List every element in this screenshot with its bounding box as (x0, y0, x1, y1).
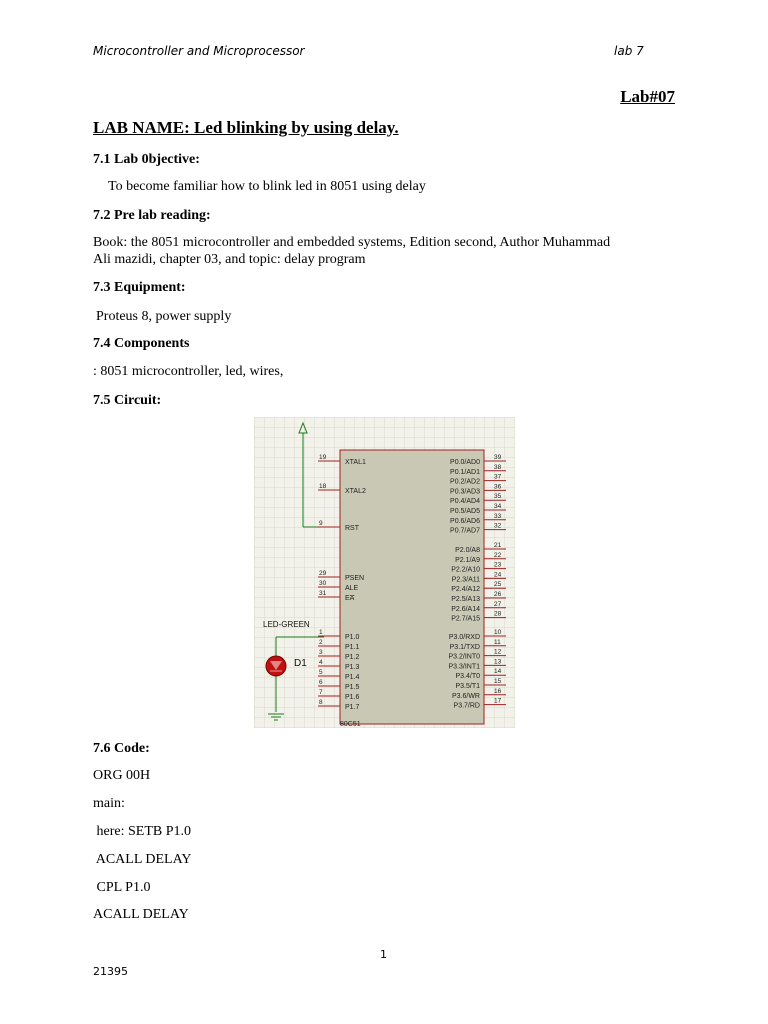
pin-name: P1.2 (345, 654, 360, 661)
pin-number: 22 (494, 551, 502, 559)
pin-number: 3 (319, 649, 323, 656)
page-number: 1 (380, 948, 387, 961)
pin-name: P1.5 (345, 684, 360, 691)
header-course-title: Microcontroller and Microprocessor (93, 44, 305, 58)
pin-number: 38 (494, 463, 502, 471)
pin-name: P2.1/A9 (455, 556, 480, 564)
pin-number: 12 (494, 648, 502, 656)
code-line-6: ACALL DELAY (93, 907, 189, 922)
pin-number: 14 (494, 668, 502, 676)
components-heading: 7.4 Components (93, 336, 190, 351)
pin-name: RST (345, 525, 359, 532)
pin-number: 9 (319, 520, 323, 527)
pin-name: P3.3/INT1 (448, 663, 480, 671)
pin-name: P0.4/AD4 (450, 498, 480, 506)
pin-name: PSEN (345, 575, 365, 582)
pin-number: 5 (319, 669, 323, 676)
pin-number: 27 (494, 600, 502, 608)
pin-number: 29 (319, 570, 327, 577)
pin-number: 23 (494, 561, 502, 569)
prelab-text-line1: Book: the 8051 microcontroller and embedded systems, Edition second, Author Muhammad (93, 235, 611, 250)
pin-name: P2.3/A11 (451, 576, 480, 584)
code-line-5: CPL P1.0 (93, 880, 151, 895)
pin-number: 33 (494, 512, 502, 520)
led-d1-icon (266, 656, 286, 676)
pin-name: P1.0 (345, 634, 360, 641)
pin-number: 24 (494, 571, 502, 579)
pin-number: 32 (494, 522, 502, 530)
led-label: LED-GREEN (263, 620, 310, 629)
pin-name: P2.7/A15 (451, 615, 480, 623)
equipment-text: Proteus 8, power supply (96, 309, 232, 324)
pin-number: 37 (494, 473, 502, 481)
code-line-3: here: SETB P1.0 (93, 824, 191, 839)
pin-number: 6 (319, 679, 323, 686)
pin-number: 36 (494, 483, 502, 491)
circuit-schematic (254, 417, 515, 728)
pin-number: 25 (494, 581, 502, 589)
pin-name: EA (345, 595, 355, 602)
pin-number: 4 (319, 659, 323, 666)
prelab-heading: 7.2 Pre lab reading: (93, 208, 211, 223)
components-text: : 8051 microcontroller, led, wires, (93, 364, 284, 379)
pin-name: XTAL1 (345, 459, 366, 466)
pin-number: 10 (494, 629, 502, 636)
led-ref: D1 (294, 658, 307, 669)
pin-name: P0.1/AD1 (450, 468, 480, 476)
objective-heading: 7.1 Lab 0bjective: (93, 152, 200, 167)
pin-name: P1.6 (345, 694, 360, 701)
equipment-heading: 7.3 Equipment: (93, 280, 186, 295)
pin-number: 8 (319, 699, 323, 706)
pin-number: 30 (319, 580, 327, 587)
pin-number: 39 (494, 454, 502, 461)
pin-name: P1.1 (345, 644, 360, 651)
pin-name: P2.0/A8 (455, 547, 480, 554)
chip-name: 80C51 (340, 721, 361, 728)
pin-number: 16 (494, 687, 502, 695)
pin-number: 17 (494, 697, 502, 705)
pin-name: XTAL2 (345, 488, 366, 495)
code-line-4: ACALL DELAY (93, 852, 192, 867)
code-line-2: main: (93, 796, 125, 811)
pin-number: 7 (319, 689, 323, 696)
pin-number: 28 (494, 610, 502, 618)
pin-name: P3.2/INT0 (448, 653, 480, 661)
pin-name: P3.5/T1 (455, 683, 480, 690)
header-lab-label: lab 7 (614, 44, 644, 58)
pin-name: P1.7 (345, 704, 360, 711)
footer-id: 21395 (93, 965, 128, 978)
pin-number: 26 (494, 591, 502, 598)
pin-name: P0.5/AD5 (450, 508, 480, 515)
pin-name: P0.3/AD3 (450, 488, 480, 496)
lab-name-heading: LAB NAME: Led blinking by using delay. (93, 118, 399, 137)
pin-number: 34 (494, 503, 502, 510)
pin-name: P3.1/TXD (449, 643, 480, 651)
prelab-text-line2: Ali mazidi, chapter 03, and topic: delay program (93, 252, 366, 267)
pin-name: P0.2/AD2 (450, 478, 480, 486)
code-heading: 7.6 Code: (93, 741, 150, 756)
pin-number: 31 (319, 590, 327, 597)
pin-number: 19 (319, 454, 327, 461)
pin-name: P0.0/AD0 (450, 459, 480, 466)
pin-name: P3.7/RD (453, 702, 480, 710)
pin-number: 1 (319, 629, 323, 636)
objective-text: To become familiar how to blink led in 8051 using delay (108, 179, 426, 194)
pin-name: P0.6/AD6 (450, 517, 480, 525)
code-line-1: ORG 00H (93, 768, 151, 783)
pin-number: 13 (494, 658, 502, 666)
pin-name: P3.6/WR (451, 692, 480, 700)
pin-name: P2.6/A14 (451, 605, 480, 613)
pin-number: 35 (494, 493, 502, 501)
circuit-heading: 7.5 Circuit: (93, 393, 162, 408)
pin-number: 11 (494, 638, 501, 646)
pin-number: 18 (319, 483, 327, 490)
pin-name: P1.3 (345, 664, 360, 671)
pin-number: 21 (494, 542, 502, 549)
pin-name: P2.2/A10 (451, 566, 480, 574)
pin-name: P2.5/A13 (451, 596, 480, 603)
pin-number: 2 (319, 639, 323, 646)
pin-name: P2.4/A12 (451, 586, 480, 594)
lab-number: Lab#07 (620, 87, 675, 106)
pin-number: 15 (494, 678, 502, 685)
pin-name: ALE (345, 585, 359, 592)
pin-name: P0.7/AD7 (450, 527, 480, 535)
pin-name: P3.4/T0 (455, 673, 480, 681)
pin-name: P1.4 (345, 674, 360, 681)
pin-name: P3.0/RXD (448, 634, 480, 641)
